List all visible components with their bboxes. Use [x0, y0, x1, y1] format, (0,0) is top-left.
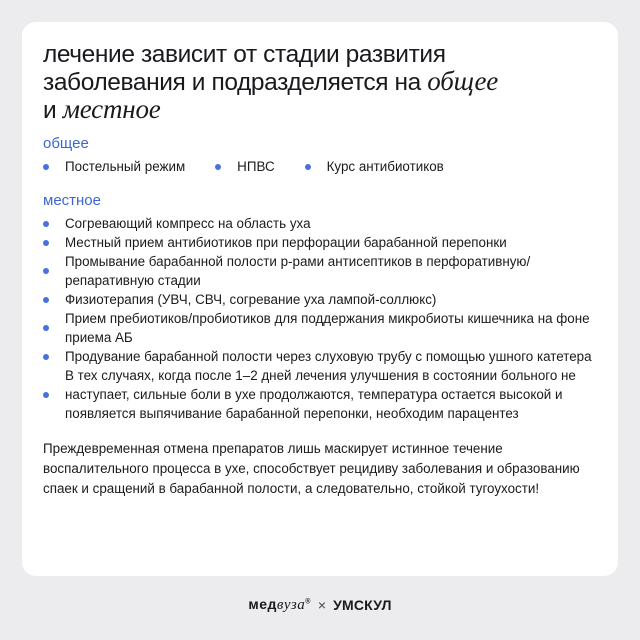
content-card — [22, 22, 618, 576]
list-item-text: НПВС — [237, 159, 275, 174]
title-word-general: общее — [427, 66, 499, 96]
list-item-text: Физиотерапия (УВЧ, СВЧ, согревание уха лампой-соллюкс) — [65, 292, 437, 307]
list-item-text: Местный прием антибиотиков при перфорации барабанной перепонки — [65, 235, 507, 250]
title-line-2: заболевания и подразделяется на — [43, 69, 428, 96]
list-item — [43, 290, 598, 309]
list-item — [43, 347, 598, 366]
brand-logo-text: мед — [248, 596, 277, 612]
general-list — [43, 158, 598, 176]
bullet-icon — [305, 164, 311, 170]
list-item — [43, 366, 598, 423]
warning-paragraph: Преждевременная отмена препаратов лишь маскирует истинное течение воспалительного процесса в ухе, способствует рецидиву заболевания и образованию спаек и сращений в барабанной полости, а следовательно, стойкой тугоухости! — [43, 441, 580, 496]
list-item — [43, 158, 185, 176]
brand-logo-italic: вуза — [276, 597, 306, 613]
bullet-icon — [43, 240, 49, 246]
list-item — [43, 252, 598, 290]
bullet-icon — [43, 354, 49, 360]
bullet-icon — [43, 297, 49, 303]
title-line-3: и — [43, 97, 63, 124]
list-item-text: Курс антибиотиков — [326, 159, 444, 174]
list-item — [43, 214, 598, 233]
bullet-icon — [43, 392, 49, 398]
bullet-icon — [215, 164, 221, 170]
cross-icon: × — [317, 597, 327, 613]
local-heading: местное — [43, 192, 101, 209]
general-heading: общее — [43, 135, 89, 152]
bullet-icon — [43, 268, 49, 274]
local-list — [43, 214, 598, 423]
bullet-icon — [43, 164, 49, 170]
brand-logo-umskul: УМСКУЛ — [333, 597, 392, 613]
list-item-text: Прием пребиотиков/пробиотиков для поддержания микробиоты кишечника на фоне приема АБ — [65, 311, 590, 345]
page-title — [43, 42, 598, 124]
list-item-text: Согревающий компресс на область уха — [65, 216, 311, 231]
title-word-local: местное — [62, 94, 161, 124]
list-item — [215, 158, 274, 176]
list-item — [43, 309, 598, 347]
list-item-text: Постельный режим — [65, 159, 186, 174]
brand-logo-medvuza — [248, 596, 311, 614]
list-item-text: Продувание барабанной полости через слуховую трубу с помощью ушного катетера — [65, 349, 592, 364]
bullet-icon — [43, 325, 49, 331]
registered-mark: ® — [305, 598, 311, 606]
list-item — [305, 158, 444, 176]
list-item-text: Промывание барабанной полости р-рами антисептиков в перфоративную/ репаративную стадии — [65, 254, 531, 288]
title-line-1: лечение зависит от стадии развития — [43, 41, 446, 68]
footer-brands — [0, 596, 640, 614]
list-item-text: В тех случаях, когда после 1–2 дней лечения улучшения в состоянии больного не наступает, сильные боли в ухе продолжаются, температура остается высокой и появляется выпячивание барабанной перепонки, необходим парацентез — [65, 368, 576, 421]
list-item — [43, 233, 598, 252]
bullet-icon — [43, 221, 49, 227]
